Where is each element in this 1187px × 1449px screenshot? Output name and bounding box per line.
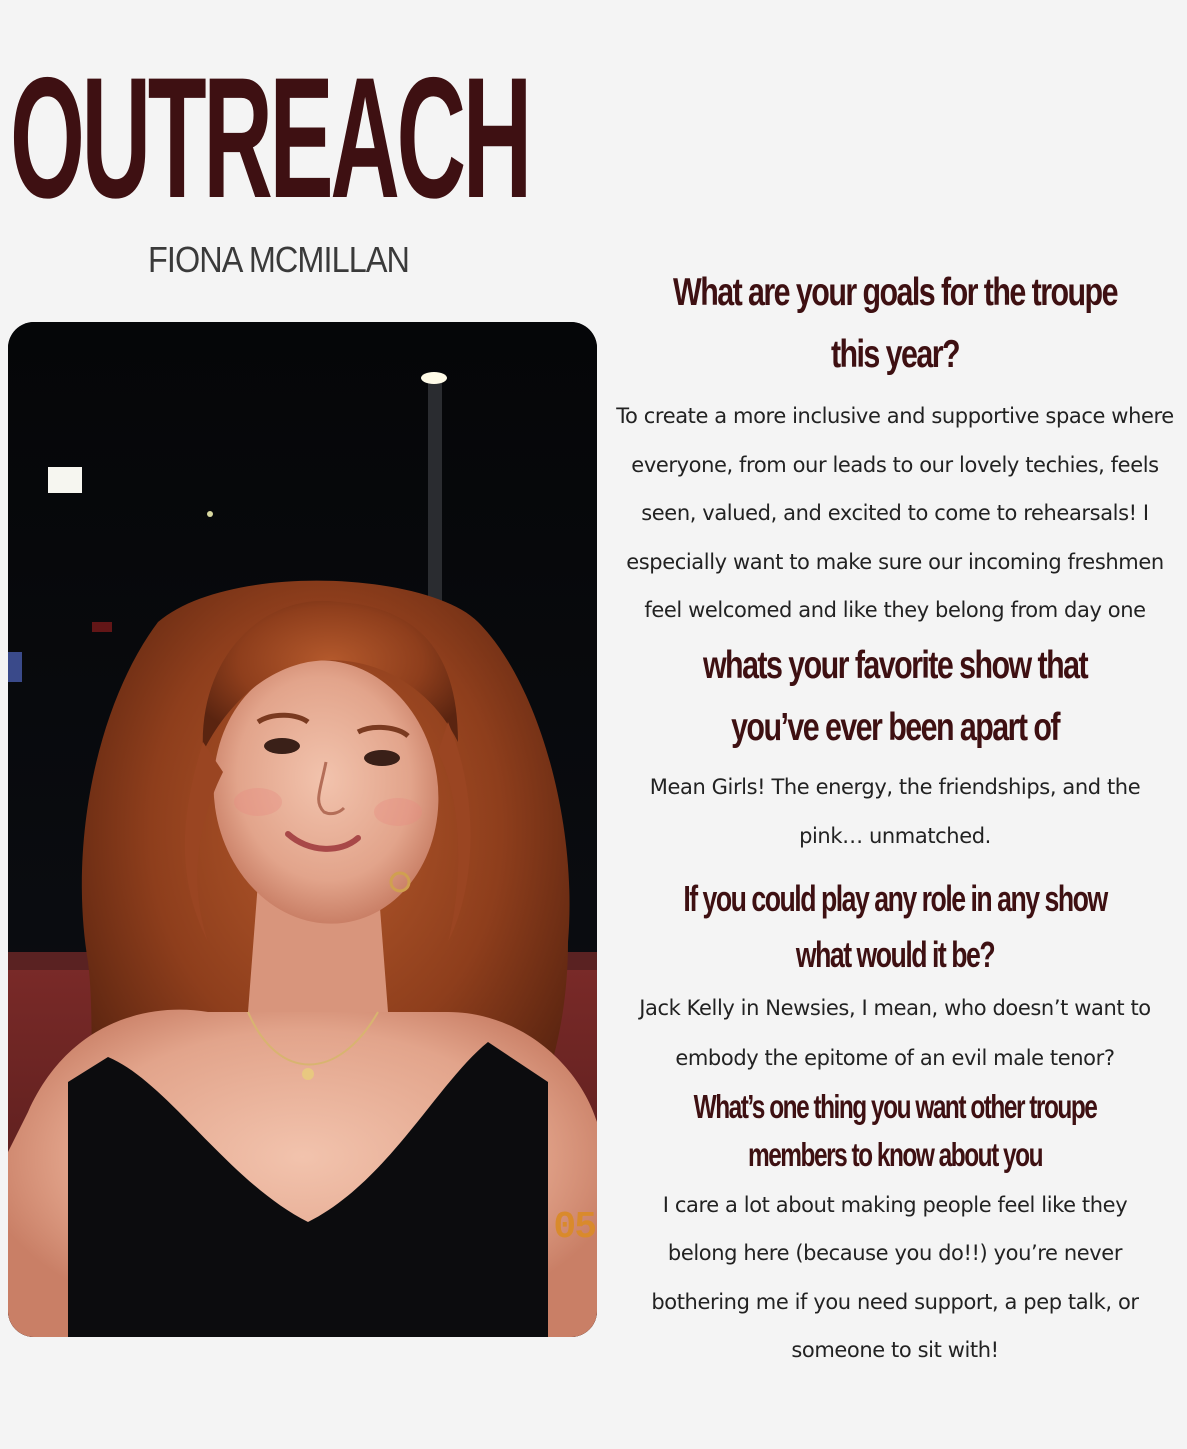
answer-goals: To create a more inclusive and supportive space where everyone, from our leads to our lovely techies, feels seen, valued, and excited to come to rehearsals! I especially want to make sure our incoming freshmen feel welcomed and like they belong from day one <box>616 404 1174 622</box>
question-one-thing-text: What’s one thing you want other troupe members to know about you <box>693 1087 1097 1173</box>
portrait-illustration <box>8 322 597 1337</box>
question-dream-role-text: If you could play any role in any show what would it be? <box>683 877 1107 975</box>
question-favorite-show-text: whats your favorite show that you’ve ever been apart of <box>702 643 1088 749</box>
question-goals <box>603 262 1187 386</box>
member-name: FIONA MCMILLAN <box>148 239 410 280</box>
answer-one-thing: I care a lot about making people feel like they belong here (because you do!!) you’re never bothering me if you need support, a pep talk, or someone to sit with! <box>651 1192 1139 1362</box>
member-photo <box>8 322 597 1337</box>
qa-section <box>603 262 1187 1375</box>
photo-date-stamp: 05 <box>553 1206 595 1249</box>
question-one-thing <box>603 1083 1187 1179</box>
question-favorite-show <box>603 635 1187 759</box>
question-dream-role <box>603 871 1187 983</box>
answer-favorite-show: Mean Girls! The energy, the friendships, and the pink… unmatched. <box>649 774 1141 848</box>
page-title: OUTREACH <box>10 42 529 234</box>
question-goals-text: What are your goals for the troupe this year? <box>673 271 1117 376</box>
answer-dream-role: Jack Kelly in Newsies, I mean, who doesn’t want to embody the epitome of an evil male tenor? <box>639 995 1151 1070</box>
